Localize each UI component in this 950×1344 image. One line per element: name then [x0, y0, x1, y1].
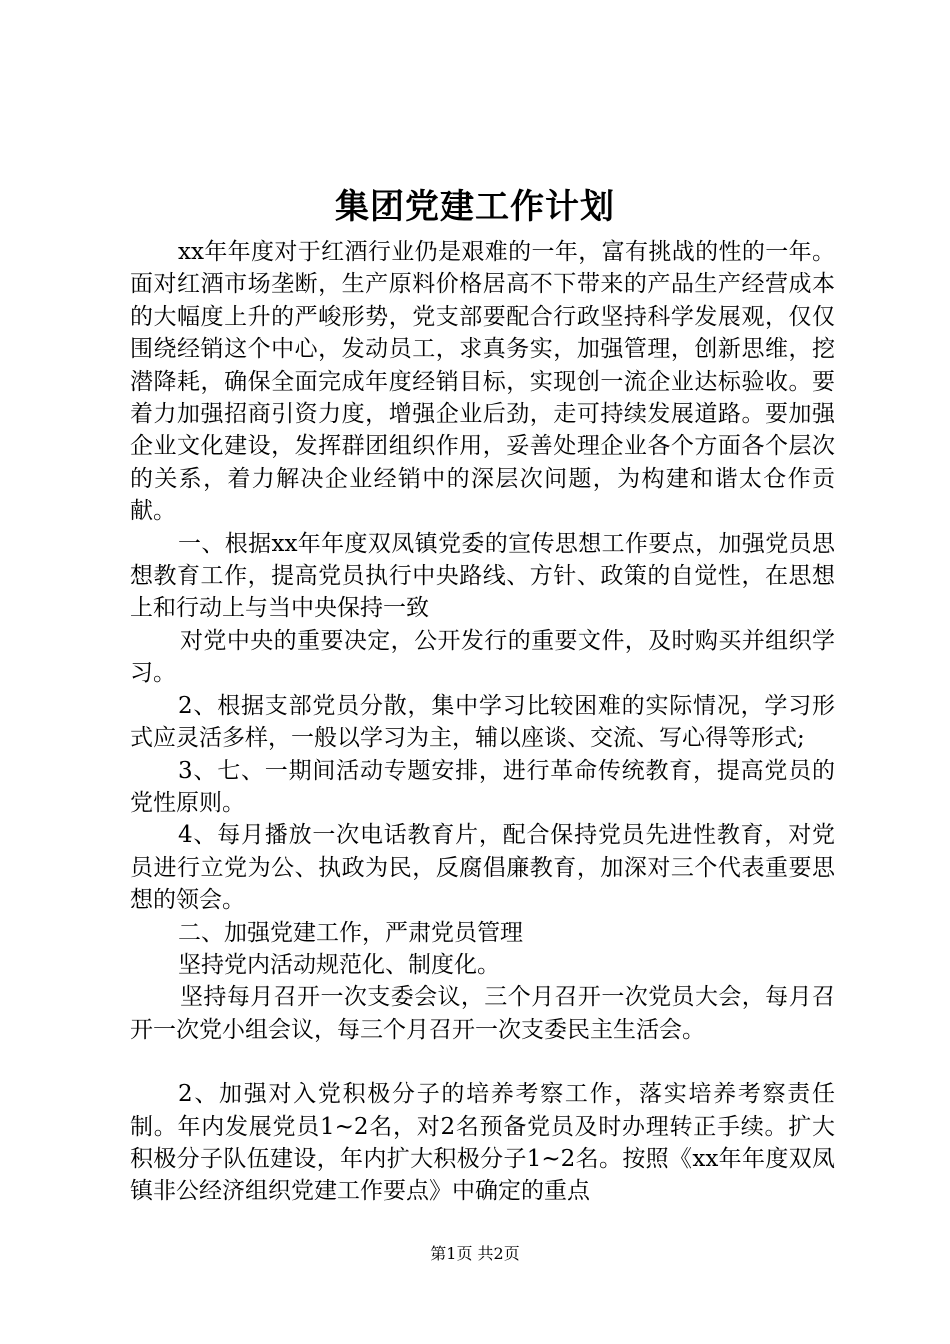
paragraph-intro: xx年年度对于红酒行业仍是艰难的一年，富有挑战的性的一年。面对红酒市场垄断，生产原料价格居高不下带来的产品生产经营成本的大幅度上升的严峻形势，党支部要配合行政坚持科学发展观，仅仅围绕经销这个中心，发动员工，求真务实，加强管理，创新思维，挖潜降耗，确保全面完成年度经销目标，实现创一流企业达标验收。要着力加强招商引资力度，增强企业后劲，走可持续发展道路。要加强企业文化建设，发挥群团组织作用，妥善处理企业各个方面各个层次的关系，着力解决企业经销中的深层次问题，为构建和谐太仓作贡献。	[130, 239, 835, 525]
document-body	[130, 236, 835, 1208]
page-number: 第1页 共2页	[430, 1244, 520, 1263]
paragraph-section-2: 二、加强党建工作，严肃党员管理	[178, 919, 523, 946]
document-title: 集团党建工作计划	[335, 187, 615, 227]
paragraph-item-3: 3、七、一期间活动专题安排，进行革命传统教育，提高党员的党性原则。	[130, 757, 835, 816]
paragraph-section-2-sub: 坚持党内活动规范化、制度化。	[178, 951, 500, 978]
paragraph-meetings: 坚持每月召开一次支委会议，三个月召开一次党员大会，每月召开一次党小组会议，每三个月召开一次支委民主生活会。	[130, 984, 835, 1043]
paragraph-item-5: 2、加强对入党积极分子的培养考察工作，落实培养考察责任制。年内发展党员1~2名，对2名预备党员及时办理转正手续。扩大积极分子队伍建设，年内扩大积极分子1~2名。按照《xx年年度双凤镇非公经济组织党建工作要点》中确定的重点	[130, 1081, 835, 1205]
paragraph-item-1: 对党中央的重要决定，公开发行的重要文件，及时购买并组织学习。	[130, 627, 835, 687]
paragraph-item-2: 2、根据支部党员分散，集中学习比较困难的实际情况，学习形式应灵活多样，一般以学习为主，辅以座谈、交流、写心得等形式;	[130, 692, 835, 752]
paragraph-item-4: 4、每月播放一次电话教育片，配合保持党员先进性教育，对党员进行立党为公、执政为民，反腐倡廉教育，加深对三个代表重要思想的领会。	[130, 822, 835, 914]
paragraph-section-1: 一、根据xx年年度双凤镇党委的宣传思想工作要点，加强党员思想教育工作，提高党员执行中央路线、方针、政策的自觉性，在思想上和行动上与当中央保持一致	[130, 530, 835, 622]
